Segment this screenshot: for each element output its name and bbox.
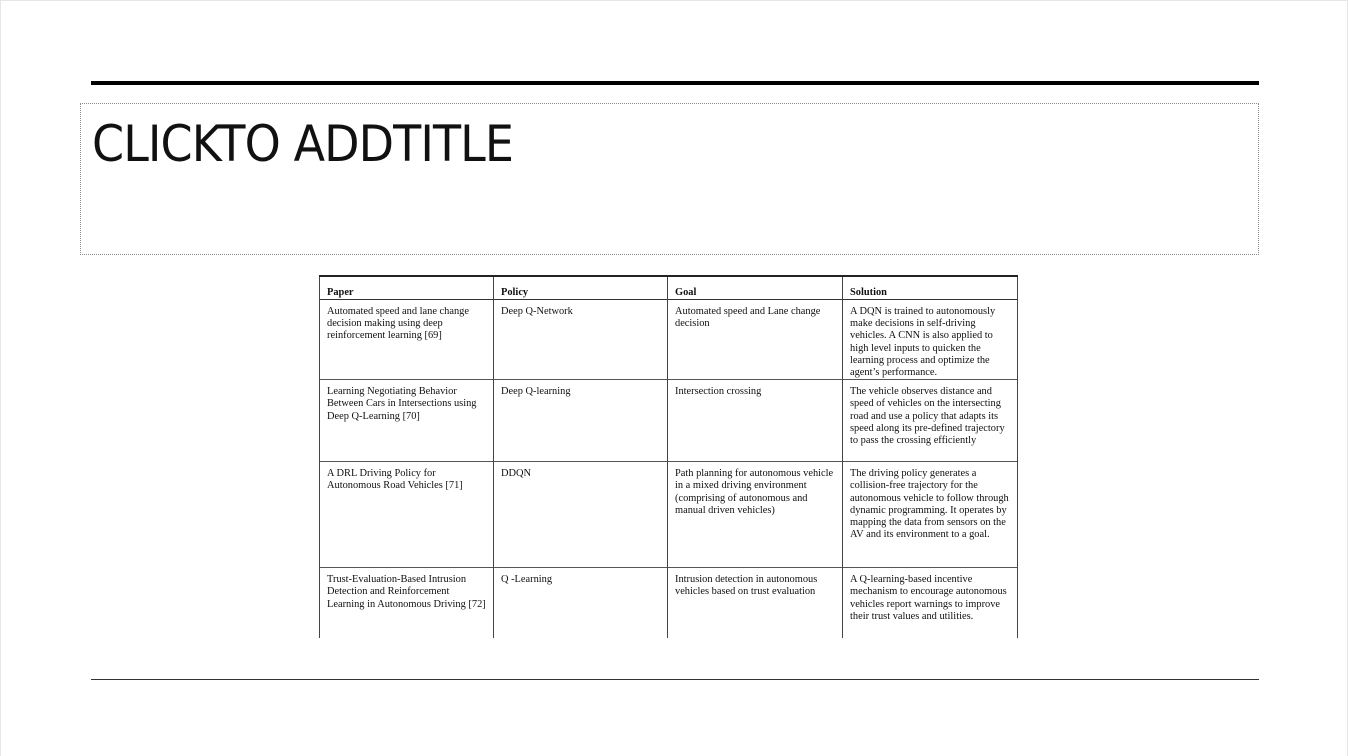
header-goal: Goal — [668, 276, 843, 300]
cell-solution: The driving policy generates a collision-free trajectory for the autonomous vehicle to follow through dynamic programming. It operates by mapping the data from sensors on the AV and its environment to a goal. — [843, 462, 1018, 568]
table-row — [320, 380, 1018, 462]
cell-paper: Learning Negotiating Behavior Between Cars in Intersections using Deep Q-Learning [70] — [320, 380, 494, 462]
title-placeholder-text[interactable]: CLICKTO ADDTITLE — [92, 115, 514, 173]
cell-goal: Automated speed and Lane change decision — [668, 300, 843, 380]
cell-paper: Trust-Evaluation-Based Intrusion Detection and Reinforcement Learning in Autonomous Driving [72] — [320, 568, 494, 638]
cell-policy: DDQN — [494, 462, 668, 568]
header-policy: Policy — [494, 276, 668, 300]
cell-goal: Path planning for autonomous vehicle in a mixed driving environment (comprising of autonomous and manual driven vehicles) — [668, 462, 843, 568]
comparison-table — [319, 275, 1018, 638]
title-placeholder[interactable] — [80, 103, 1259, 255]
header-solution: Solution — [843, 276, 1018, 300]
cell-solution: A Q-learning-based incentive mechanism to encourage autonomous vehicles report warnings to improve their trust values and utilities. — [843, 568, 1018, 638]
cell-solution: The vehicle observes distance and speed of vehicles on the intersecting road and use a policy that adapts its speed along its pre-defined trajectory to pass the crossing efficiently — [843, 380, 1018, 462]
top-divider-line — [91, 81, 1259, 85]
header-paper: Paper — [320, 276, 494, 300]
bottom-divider-line — [91, 679, 1259, 680]
cell-paper: Automated speed and lane change decision making using deep reinforcement learning [69] — [320, 300, 494, 380]
cell-paper: A DRL Driving Policy for Autonomous Road Vehicles [71] — [320, 462, 494, 568]
table-picture[interactable] — [319, 275, 1020, 638]
cell-policy: Deep Q-Network — [494, 300, 668, 380]
table-header-row — [320, 276, 1018, 300]
table-row — [320, 568, 1018, 638]
table-row — [320, 462, 1018, 568]
cell-goal: Intersection crossing — [668, 380, 843, 462]
cell-goal: Intrusion detection in autonomous vehicles based on trust evaluation — [668, 568, 843, 638]
cell-policy: Deep Q-learning — [494, 380, 668, 462]
cell-policy: Q -Learning — [494, 568, 668, 638]
table-row — [320, 300, 1018, 380]
cell-solution: A DQN is trained to autonomously make decisions in self-driving vehicles. A CNN is also applied to high level inputs to quicken the learning process and optimize the agent’s performance. — [843, 300, 1018, 380]
slide-canvas — [1, 1, 1347, 756]
